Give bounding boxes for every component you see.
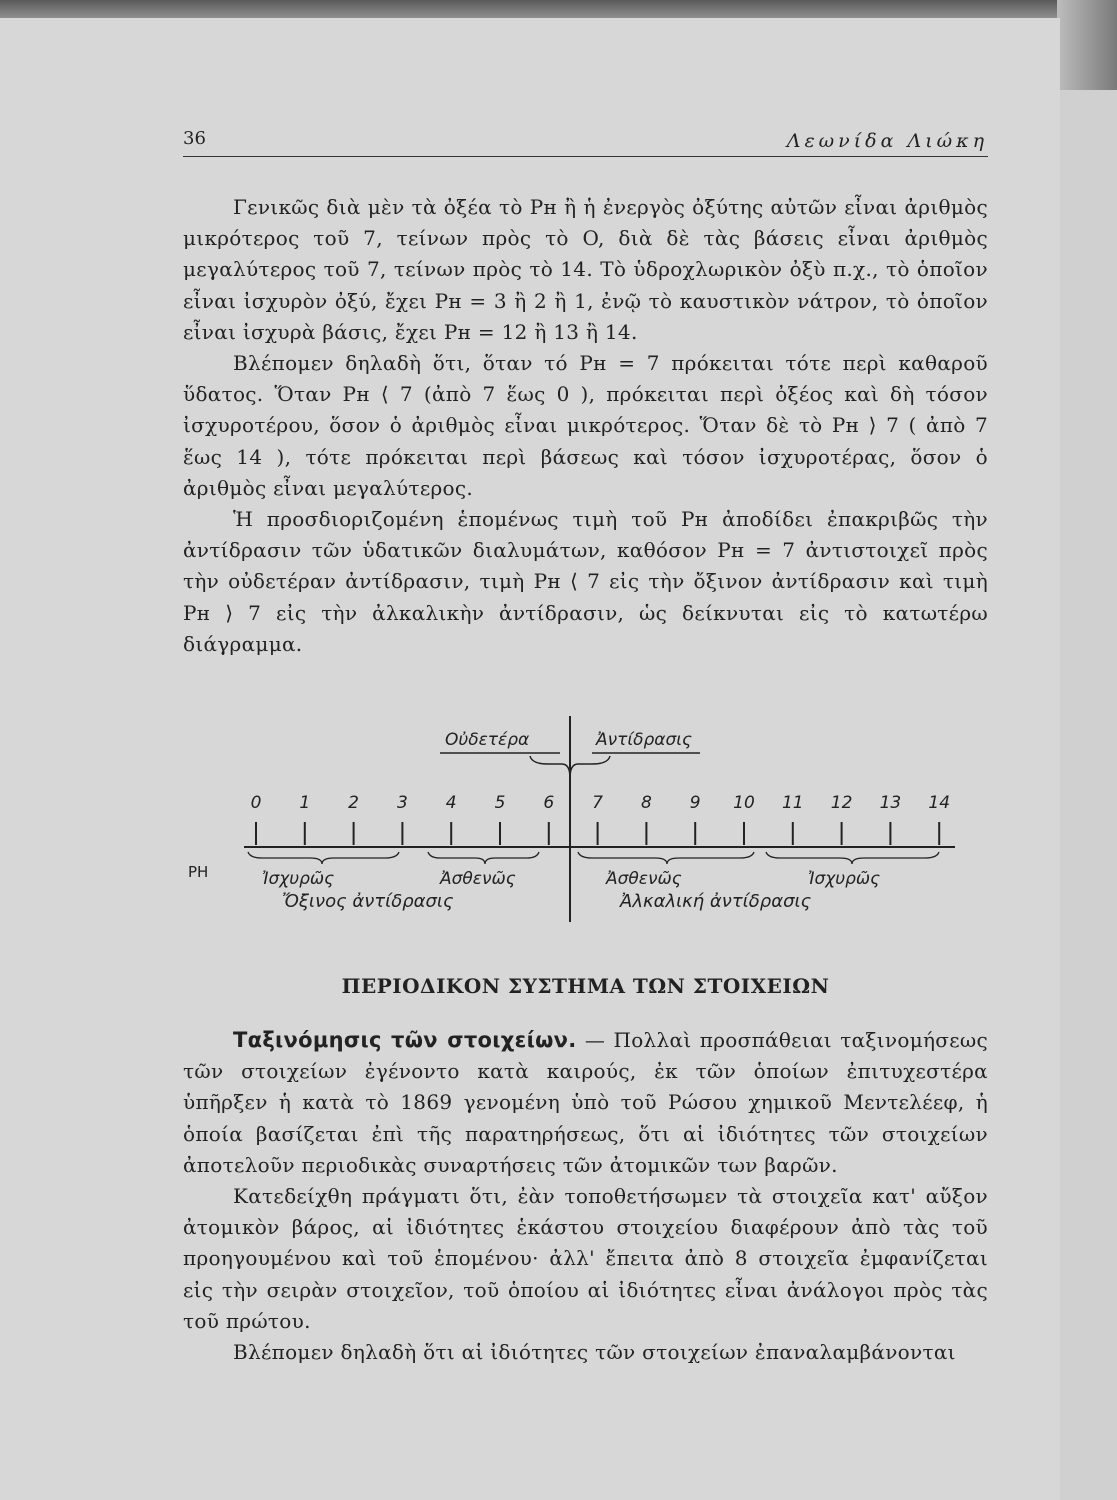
- tick-label-9: 9: [689, 793, 701, 813]
- brace-strong-base: [766, 852, 939, 864]
- paragraph-classification: [183, 1025, 988, 1181]
- paragraph-ph-general: Γενικῶς διὰ μὲν τὰ ὀξέα τὸ Pн ἢ ἡ ἐνεργὸς ὀξύτης αὐτῶν εἶναι ἀριθμὸς μικρότερος τοῦ 7, τείνων πρὸς τὸ O, διὰ δὲ τὰς βάσεις εἶναι ἀριθμὸς μεγαλύτερος τοῦ 7, τείνων πρὸς τὸ 14. Τὸ ὑδροχλωρικὸν ὀξὺ π.χ., τὸ ὁποῖον εἶναι ἰσχυρὸν ὀξύ, ἔχει Pн = 3 ἢ 2 ἢ 1, ἐνῷ τὸ καυστικὸν νάτρον, τὸ ὁποῖον εἶναι ἰσχυρὰ βάσις, ἔχει Pн = 12 ἢ 13 ἢ 14.: [183, 195, 988, 344]
- brace-weak-acid: [428, 852, 539, 864]
- label-acid-reaction: Ὄξινος ἀντίδρασις: [282, 891, 454, 912]
- tick-label-14: 14: [928, 793, 951, 813]
- ph-axis-label: PH: [188, 863, 209, 881]
- label-neutral: Οὐδετέρα: [445, 730, 530, 750]
- tick-label-7: 7: [592, 793, 604, 813]
- classification-lead: Ταξινόμησις τῶν στοιχείων.: [233, 1028, 577, 1052]
- group-strong-base: Ἰσχυρῶς: [808, 869, 881, 889]
- tick-label-0: 0: [250, 793, 262, 813]
- tick-label-4: 4: [445, 793, 457, 813]
- tick-label-10: 10: [733, 793, 755, 813]
- tick-labels: [251, 793, 950, 813]
- periodic-text-block: [183, 1025, 988, 1368]
- tick-label-6: 6: [543, 793, 555, 813]
- group-weak-base: Ἀσθενῶς: [606, 869, 682, 889]
- tick-label-12: 12: [830, 793, 853, 813]
- label-reaction-top: Ἀντίδρασις: [596, 730, 693, 750]
- tick-label-11: 11: [781, 793, 804, 813]
- tick-label-3: 3: [396, 793, 408, 813]
- brace-weak-base: [578, 852, 754, 864]
- running-author: Λεωνίδα Λιώκη: [786, 130, 988, 152]
- group-weak-acid: Ἀσθενῶς: [440, 869, 516, 889]
- page-number: 36: [183, 128, 206, 149]
- brace-strong-acid: [248, 852, 399, 864]
- paragraph-repetition: Βλέπομεν δηλαδὴ ὅτι αἱ ἰδιότητες τῶν στοιχείων ἐπαναλαμβάνονται: [233, 1340, 956, 1365]
- paragraph-ph-reaction: Ἡ προσδιοριζομένη ἑπομένως τιμὴ τοῦ Pн ἀποδίδει ἐπακριβῶς τὴν ἀντίδρασιν τῶν ὑδατικῶν διαλυμάτων, καθόσον Pн = 7 ἀντιστοιχεῖ πρὸς τὴν οὐδετέραν ἀντίδρασιν, τιμὴ Pн ⟨ 7 εἰς τὴν ὄξινον ἀντίδρασιν καὶ τιμὴ Pн ⟩ 7 εἰς τὴν ἀλκαλικὴν ἀντίδρασιν, ὡς δείκνυται εἰς τὸ κατωτέρω διάγραμμα.: [183, 507, 988, 656]
- paragraph-periodicity: Κατεδείχθη πράγματι ὅτι, ἐὰν τοποθετήσωμεν τὰ στοιχεῖα κατ' αὔξον ἀτομικὸν βάρος, αἱ ἰδιότητες ἑκάστου στοιχείου διαφέρουν ἀπὸ τὰς τοῦ προηγουμένου καὶ τοῦ ἑπομένου· ἀλλ' ἔπειτα ἀπὸ 8 στοιχεῖα ἐμφανίζεται εἰς τὴν σειρὰν στοιχεῖον, τοῦ ὁποίου αἱ ἰδιότητες εἶναι ἀνάλογοι πρὸς τὰς τοῦ πρώτου.: [183, 1184, 988, 1333]
- tick-label-13: 13: [879, 793, 902, 813]
- tick-label-2: 2: [348, 793, 360, 813]
- group-strong-acid: Ἰσχυρῶς: [262, 869, 335, 889]
- tick-label-1: 1: [299, 793, 311, 813]
- section-title: ΠΕΡΙΟΔΙΚΟΝ ΣΥΣΤΗΜΑ ΤΩΝ ΣΤΟΙΧΕΙΩΝ: [341, 974, 830, 998]
- label-alkaline-reaction: Ἀλκαλική ἀντίδρασις: [620, 891, 812, 912]
- tick-marks: [256, 822, 939, 845]
- classification-text: — Πολλαὶ προσπάθειαι ταξινομήσεως τῶν στοιχείων ἐγένοντο κατὰ καιρούς, ἐκ τῶν ὁποίων ἐπιτυχεστέρα ὑπῆρξεν ἡ κατὰ τὸ 1869 γενομένη ὑπὸ τοῦ Ρώσου χημικοῦ Μεντελέεφ, ἡ ὁποία βασίζεται ἐπὶ τῆς παρατηρήσεως, ὅτι αἱ ἰδιότητες τῶν στοιχείων ἀποτελοῦν περιοδικὰς συναρτήσεις τῶν ἀτομικῶν των βαρῶν.: [183, 1028, 988, 1177]
- paragraph-ph-neutral: Βλέπομεν δηλαδὴ ὅτι, ὅταν τό Pн = 7 πρόκειται τότε περὶ καθαροῦ ὕδατος. Ὅταν Pн ⟨ 7 (ἀπὸ 7 ἕως 0 ), πρόκειται περὶ ὀξέος καὶ δὴ τόσον ἰσχυροτέρου, ὅσον ὁ ἀριθμὸς εἶναι μικρότερος. Ὅταν δὲ τὸ Pн ⟩ 7 ( ἀπὸ 7 ἕως 14 ), τότε πρόκειται περὶ βάσεως καὶ τόσον ἰσχυροτέρας, ὅσον ὁ ἀριθμὸς εἶναι μεγαλύτερος.: [183, 351, 988, 500]
- tick-label-8: 8: [640, 793, 652, 813]
- tick-label-5: 5: [494, 793, 506, 813]
